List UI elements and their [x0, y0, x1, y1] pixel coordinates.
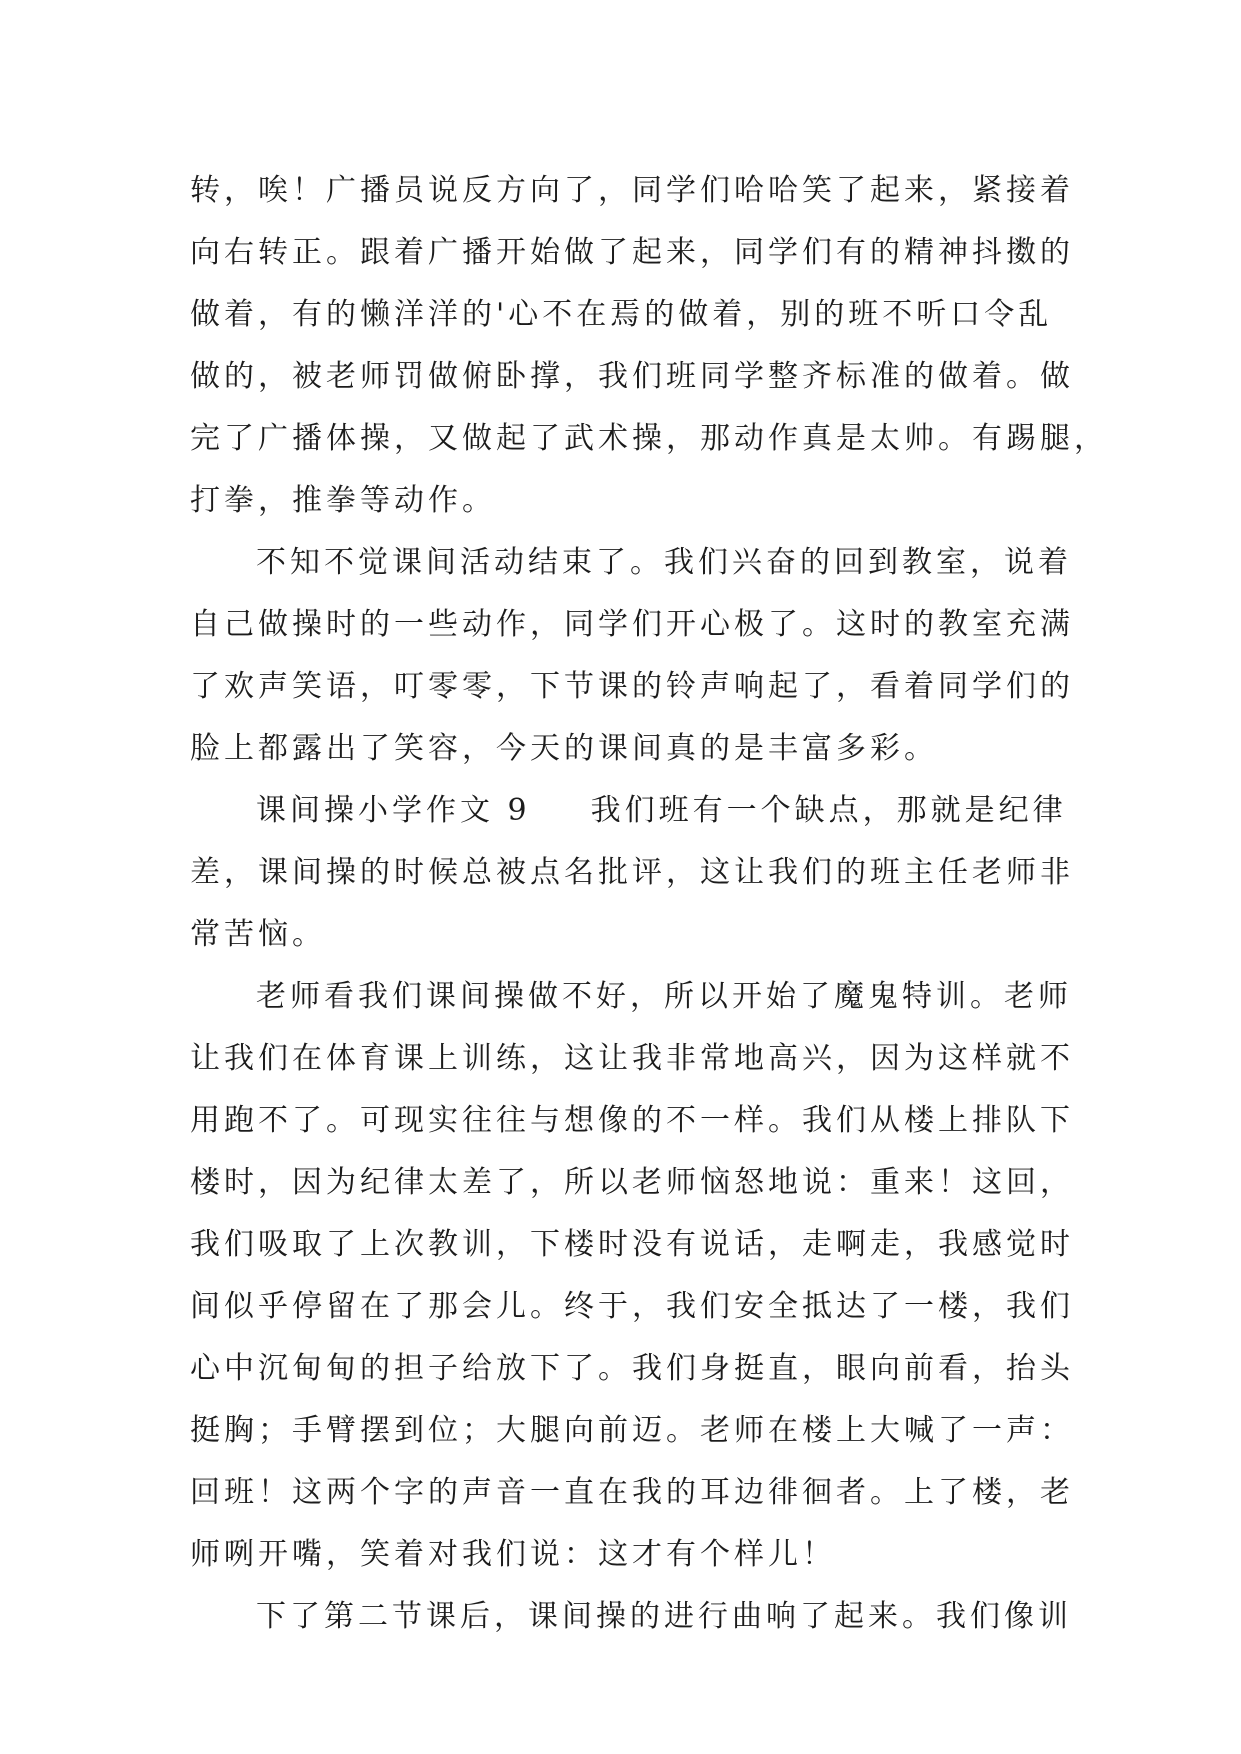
- text-line: 回班！这两个字的声音一直在我的耳边徘徊者。上了楼，老: [190, 1475, 1074, 1510]
- document-body: [190, 160, 1108, 1648]
- text-line: 完了广播体操，又做起了武术操，那动作真是太帅。有踢腿，: [190, 421, 1108, 456]
- text-line: 下了第二节课后，课间操的进行曲响了起来。我们像训: [256, 1599, 1072, 1634]
- text-line: 向右转正。跟着广播开始做了起来，同学们有的精神抖擞的: [190, 235, 1074, 270]
- text-line: 不知不觉课间活动结束了。我们兴奋的回到教室，说着: [256, 545, 1072, 580]
- text-line: 让我们在体育课上训练，这让我非常地高兴，因为这样就不: [190, 1041, 1074, 1076]
- text-line: 师咧开嘴，笑着对我们说：这才有个样儿！: [190, 1537, 836, 1572]
- text-line-continued: 我们班有一个缺点，那就是纪律: [590, 793, 1067, 828]
- heading-line: [190, 780, 1067, 842]
- text-line: 脸上都露出了笑容，今天的课间真的是丰富多彩。: [190, 731, 938, 766]
- text-line: 自己做操时的一些动作，同学们开心极了。这时的教室充满: [190, 607, 1074, 642]
- text-line: 我们吸取了上次教训，下楼时没有说话，走啊走，我感觉时: [190, 1227, 1074, 1262]
- text-line: 打拳，推拳等动作。: [190, 483, 496, 518]
- section-heading: 课间操小学作文 9: [256, 793, 531, 828]
- text-line: 心中沉甸甸的担子给放下了。我们身挺直，眼向前看，抬头: [190, 1351, 1074, 1386]
- text-line: 间似乎停留在了那会儿。终于，我们安全抵达了一楼，我们: [190, 1289, 1074, 1324]
- text-line: 常苦恼。: [190, 917, 326, 952]
- text-line: 做的，被老师罚做俯卧撑，我们班同学整齐标准的做着。做: [190, 359, 1074, 394]
- text-line: 挺胸；手臂摆到位；大腿向前迈。老师在楼上大喊了一声：: [190, 1413, 1074, 1448]
- text-line: 做着，有的懒洋洋的'心不在焉的做着，别的班不听口令乱: [190, 297, 1053, 332]
- text-line: 了欢声笑语，叮零零，下节课的铃声响起了，看着同学们的: [190, 669, 1074, 704]
- text-line: 用跑不了。可现实往往与想像的不一样。我们从楼上排队下: [190, 1103, 1074, 1138]
- text-line: 差，课间操的时候总被点名批评，这让我们的班主任老师非: [190, 855, 1074, 890]
- text-line: 转，唉！广播员说反方向了，同学们哈哈笑了起来，紧接着: [190, 173, 1074, 208]
- text-line: 楼时，因为纪律太差了，所以老师恼怒地说：重来！这回，: [190, 1165, 1074, 1200]
- text-line: 老师看我们课间操做不好，所以开始了魔鬼特训。老师: [256, 979, 1072, 1014]
